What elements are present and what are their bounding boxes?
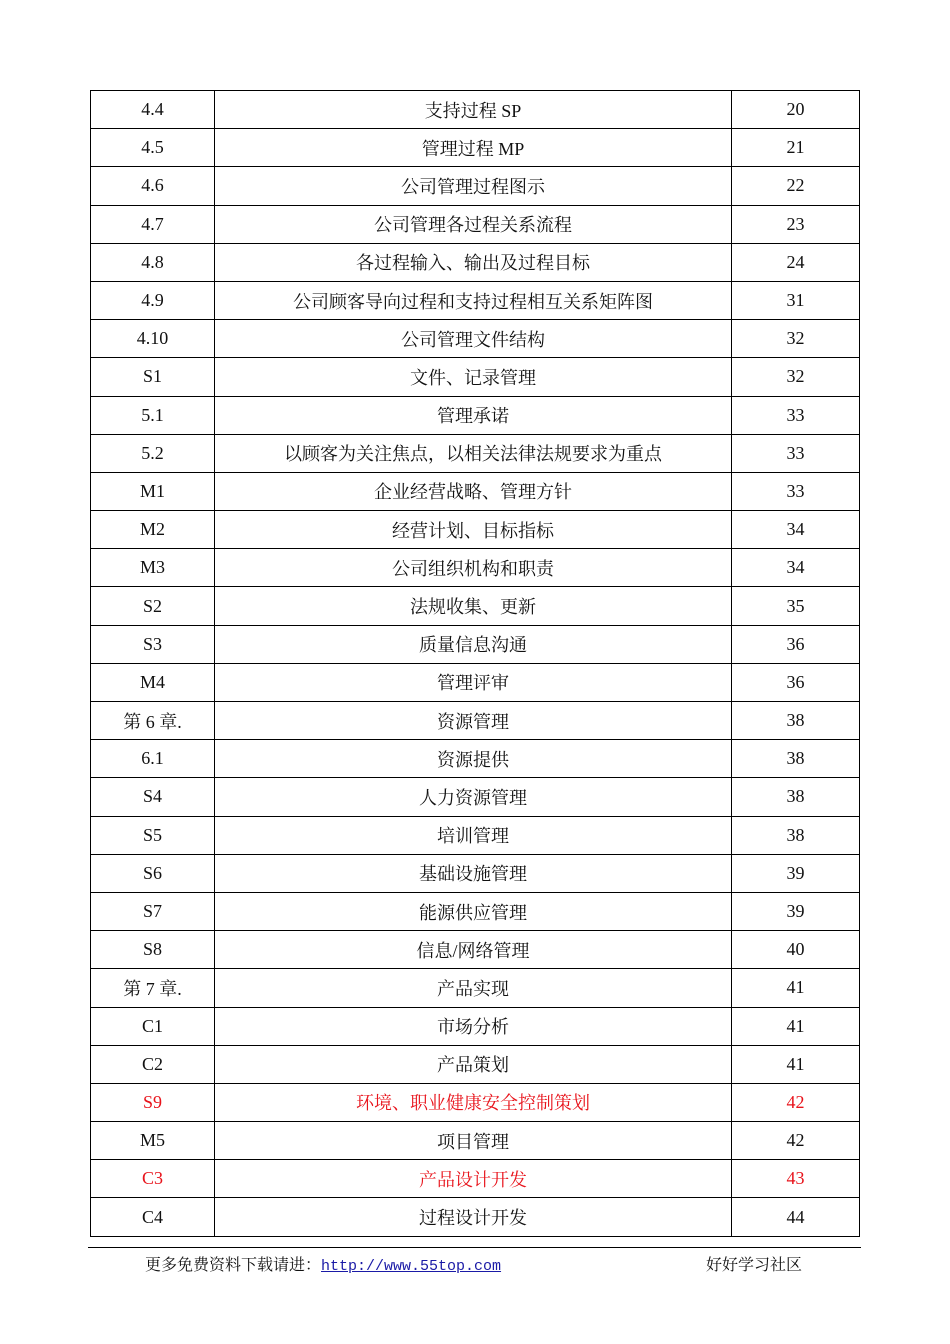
toc-section-number: S7 xyxy=(91,892,215,930)
toc-row xyxy=(91,854,860,892)
toc-page-number: 38 xyxy=(732,778,860,816)
toc-row xyxy=(91,243,860,281)
toc-page-number: 23 xyxy=(732,205,860,243)
toc-body xyxy=(91,91,860,1237)
toc-page-number: 33 xyxy=(732,472,860,510)
toc-row xyxy=(91,549,860,587)
toc-row xyxy=(91,281,860,319)
toc-section-title: 文件、记录管理 xyxy=(215,358,732,396)
toc-page-number: 22 xyxy=(732,167,860,205)
toc-section-title: 资源提供 xyxy=(215,740,732,778)
toc-section-title: 公司顾客导向过程和支持过程相互关系矩阵图 xyxy=(215,281,732,319)
toc-page-number: 38 xyxy=(732,702,860,740)
toc-section-title: 能源供应管理 xyxy=(215,892,732,930)
toc-section-title: 产品实现 xyxy=(215,969,732,1007)
toc-page-number: 36 xyxy=(732,663,860,701)
toc-section-title: 经营计划、目标指标 xyxy=(215,511,732,549)
toc-section-title: 项目管理 xyxy=(215,1122,732,1160)
toc-table xyxy=(90,90,860,1237)
toc-section-number: S9 xyxy=(91,1083,215,1121)
toc-row xyxy=(91,1122,860,1160)
toc-section-number: 4.6 xyxy=(91,167,215,205)
toc-page-number: 38 xyxy=(732,816,860,854)
toc-section-number: 4.4 xyxy=(91,91,215,129)
toc-section-number: M4 xyxy=(91,663,215,701)
toc-section-number: 4.7 xyxy=(91,205,215,243)
toc-row xyxy=(91,511,860,549)
toc-row xyxy=(91,1160,860,1198)
toc-page-number: 34 xyxy=(732,549,860,587)
toc-section-title: 各过程输入、输出及过程目标 xyxy=(215,243,732,281)
toc-section-title: 过程设计开发 xyxy=(215,1198,732,1236)
toc-section-title: 管理承诺 xyxy=(215,396,732,434)
toc-page-number: 38 xyxy=(732,740,860,778)
toc-section-title: 公司管理文件结构 xyxy=(215,320,732,358)
toc-page-number: 41 xyxy=(732,1045,860,1083)
toc-section-title: 基础设施管理 xyxy=(215,854,732,892)
toc-section-number: 第 6 章. xyxy=(91,702,215,740)
toc-row xyxy=(91,625,860,663)
toc-page-number: 42 xyxy=(732,1122,860,1160)
toc-section-title: 信息/网络管理 xyxy=(215,931,732,969)
toc-page-number: 40 xyxy=(732,931,860,969)
toc-page-number: 20 xyxy=(732,91,860,129)
toc-section-number: M5 xyxy=(91,1122,215,1160)
toc-row xyxy=(91,892,860,930)
toc-row xyxy=(91,205,860,243)
footer-website-link[interactable]: http://www.55top.com xyxy=(321,1258,502,1275)
toc-section-number: S3 xyxy=(91,625,215,663)
toc-section-number: S5 xyxy=(91,816,215,854)
toc-section-title: 产品设计开发 xyxy=(215,1160,732,1198)
toc-section-number: S8 xyxy=(91,931,215,969)
toc-row xyxy=(91,396,860,434)
toc-row xyxy=(91,472,860,510)
toc-section-title: 资源管理 xyxy=(215,702,732,740)
toc-row xyxy=(91,167,860,205)
toc-page-number: 39 xyxy=(732,892,860,930)
toc-section-number: C4 xyxy=(91,1198,215,1236)
footer-community-text: 好好学习社区 xyxy=(706,1257,803,1274)
toc-section-number: S1 xyxy=(91,358,215,396)
toc-row xyxy=(91,129,860,167)
toc-section-number: C2 xyxy=(91,1045,215,1083)
toc-row xyxy=(91,931,860,969)
toc-section-title: 法规收集、更新 xyxy=(215,587,732,625)
toc-row xyxy=(91,91,860,129)
footer-divider xyxy=(88,1247,861,1248)
toc-row xyxy=(91,1007,860,1045)
toc-section-number: 4.10 xyxy=(91,320,215,358)
toc-section-title: 公司管理过程图示 xyxy=(215,167,732,205)
toc-section-number: M2 xyxy=(91,511,215,549)
toc-section-number: 4.9 xyxy=(91,281,215,319)
toc-page-number: 42 xyxy=(732,1083,860,1121)
toc-page-number: 32 xyxy=(732,358,860,396)
toc-row xyxy=(91,587,860,625)
toc-section-title: 质量信息沟通 xyxy=(215,625,732,663)
footer-left xyxy=(145,1252,501,1275)
toc-page-number: 41 xyxy=(732,969,860,1007)
toc-section-number: C3 xyxy=(91,1160,215,1198)
toc-section-number: 4.8 xyxy=(91,243,215,281)
toc-row xyxy=(91,1198,860,1236)
toc-section-title: 公司管理各过程关系流程 xyxy=(215,205,732,243)
toc-row xyxy=(91,816,860,854)
toc-row xyxy=(91,663,860,701)
toc-row xyxy=(91,1045,860,1083)
toc-section-number: 5.1 xyxy=(91,396,215,434)
toc-section-number: S2 xyxy=(91,587,215,625)
footer-download-text: 更多免费资料下载请进： xyxy=(145,1257,322,1274)
toc-section-title: 企业经营战略、管理方针 xyxy=(215,472,732,510)
toc-page-number: 31 xyxy=(732,281,860,319)
toc-section-number: S6 xyxy=(91,854,215,892)
toc-section-number: M1 xyxy=(91,472,215,510)
toc-page-number: 32 xyxy=(732,320,860,358)
toc-section-title: 市场分析 xyxy=(215,1007,732,1045)
toc-row xyxy=(91,969,860,1007)
toc-page-number: 33 xyxy=(732,434,860,472)
toc-page-number: 44 xyxy=(732,1198,860,1236)
toc-section-title: 以顾客为关注焦点，以相关法律法规要求为重点 xyxy=(215,434,732,472)
toc-section-title: 管理过程 MP xyxy=(215,129,732,167)
toc-row xyxy=(91,1083,860,1121)
toc-section-title: 公司组织机构和职责 xyxy=(215,549,732,587)
toc-page-number: 24 xyxy=(732,243,860,281)
toc-page-number: 34 xyxy=(732,511,860,549)
toc-section-number: M3 xyxy=(91,549,215,587)
toc-row xyxy=(91,358,860,396)
toc-row xyxy=(91,434,860,472)
toc-row xyxy=(91,320,860,358)
toc-page-number: 36 xyxy=(732,625,860,663)
toc-page-number: 39 xyxy=(732,854,860,892)
toc-section-number: 第 7 章. xyxy=(91,969,215,1007)
toc-section-number: C1 xyxy=(91,1007,215,1045)
toc-section-title: 产品策划 xyxy=(215,1045,732,1083)
toc-section-number: S4 xyxy=(91,778,215,816)
toc-page-number: 35 xyxy=(732,587,860,625)
toc-section-number: 4.5 xyxy=(91,129,215,167)
toc-page-number: 41 xyxy=(732,1007,860,1045)
toc-section-title: 管理评审 xyxy=(215,663,732,701)
toc-section-title: 培训管理 xyxy=(215,816,732,854)
toc-section-title: 支持过程 SP xyxy=(215,91,732,129)
toc-page-number: 21 xyxy=(732,129,860,167)
toc-section-title: 环境、职业健康安全控制策划 xyxy=(215,1083,732,1121)
toc-row xyxy=(91,778,860,816)
toc-section-number: 5.2 xyxy=(91,434,215,472)
toc-row xyxy=(91,702,860,740)
toc-row xyxy=(91,740,860,778)
toc-section-title: 人力资源管理 xyxy=(215,778,732,816)
toc-section-number: 6.1 xyxy=(91,740,215,778)
toc-page-number: 33 xyxy=(732,396,860,434)
toc-page-number: 43 xyxy=(732,1160,860,1198)
